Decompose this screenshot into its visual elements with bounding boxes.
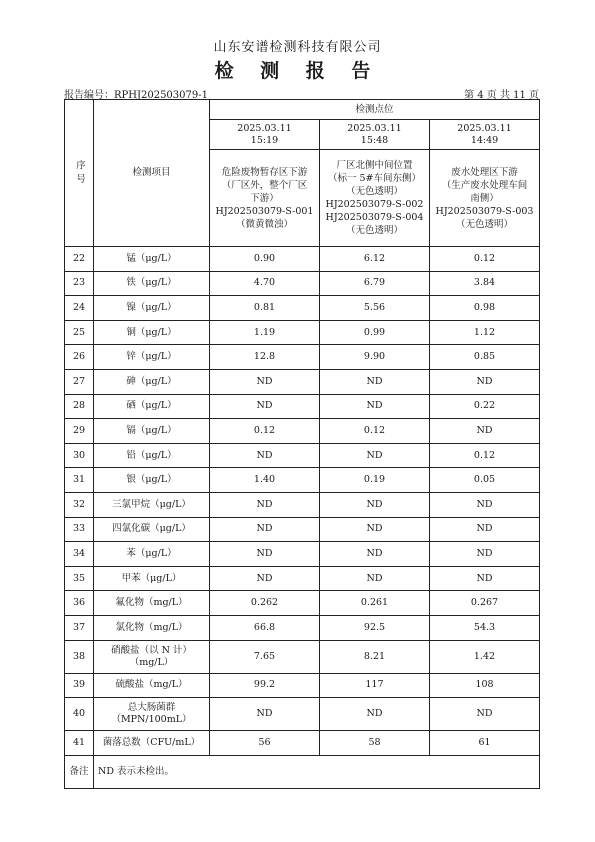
result-value: 8.21	[320, 640, 430, 673]
table-row	[65, 517, 540, 542]
location-line: HJ202503079-S-002	[325, 199, 424, 210]
sampling-time: 15:48	[360, 134, 389, 146]
results-table	[64, 99, 540, 789]
location-line: （生产废水处理车间	[441, 179, 528, 191]
result-value: 0.22	[430, 394, 540, 419]
result-value: 0.12	[210, 419, 320, 444]
result-value: 56	[210, 731, 320, 756]
item-name	[94, 369, 210, 394]
item-name	[94, 296, 210, 321]
result-value: ND	[210, 517, 320, 542]
remark-label: 备注	[65, 755, 94, 788]
table-row	[65, 640, 540, 673]
row-number: 28	[65, 394, 94, 419]
item-name-line: 硒（μg/L）	[126, 400, 177, 412]
item-name	[94, 517, 210, 542]
row-number: 25	[65, 320, 94, 345]
table-row	[65, 566, 540, 591]
result-value: 0.85	[430, 345, 540, 370]
sampling-time-cell	[320, 120, 430, 150]
item-name-line: 菌落总数（CFU/mL）	[102, 736, 201, 748]
item-name-line: （mg/L）	[129, 656, 174, 668]
table-row	[65, 443, 540, 468]
result-value: 92.5	[320, 615, 430, 640]
row-number: 23	[65, 271, 94, 296]
table-row	[65, 320, 540, 345]
table-row	[65, 673, 540, 698]
row-number: 22	[65, 247, 94, 272]
table-row	[65, 468, 540, 493]
result-value: 1.19	[210, 320, 320, 345]
result-value: ND	[430, 369, 540, 394]
item-name	[94, 673, 210, 698]
row-number: 36	[65, 591, 94, 616]
table-row	[65, 247, 540, 272]
location-line: 废水处理区下游	[451, 166, 518, 178]
result-value: 9.90	[320, 345, 430, 370]
item-name-line: 镉（μg/L）	[126, 424, 177, 436]
result-value: 0.19	[320, 468, 430, 493]
row-number: 37	[65, 615, 94, 640]
item-name-line: 甲苯（μg/L）	[121, 572, 182, 584]
table-row	[65, 419, 540, 444]
result-value: 1.12	[430, 320, 540, 345]
result-value: 0.261	[320, 591, 430, 616]
result-value: 0.90	[210, 247, 320, 272]
location-line: HJ202503079-S-001	[215, 205, 314, 217]
row-number: 24	[65, 296, 94, 321]
location-line: HJ202503079-S-003	[435, 205, 534, 217]
result-value: 54.3	[430, 615, 540, 640]
sampling-location-cell	[320, 150, 430, 247]
item-name-line: （MPN/100mL）	[111, 714, 192, 726]
table-row	[65, 345, 540, 370]
result-value: ND	[320, 394, 430, 419]
result-value: ND	[320, 443, 430, 468]
row-number: 27	[65, 369, 94, 394]
table-row	[65, 394, 540, 419]
result-value: 61	[430, 731, 540, 756]
item-name	[94, 542, 210, 567]
result-value: 7.65	[210, 640, 320, 673]
result-value: ND	[210, 369, 320, 394]
result-value: ND	[210, 492, 320, 517]
table-row	[65, 542, 540, 567]
result-value: 4.70	[210, 271, 320, 296]
location-line: 厂区北侧中间位置	[336, 160, 413, 171]
location-line: （无色透明）	[345, 225, 403, 236]
location-line: （标一 5#车间东侧）	[327, 173, 422, 184]
row-number: 35	[65, 566, 94, 591]
result-value: 0.267	[430, 591, 540, 616]
table-row	[65, 296, 540, 321]
item-name	[94, 419, 210, 444]
item-name	[94, 271, 210, 296]
item-name-line: 总大肠菌群	[127, 702, 176, 714]
item-name-line: 锌（μg/L）	[126, 351, 177, 363]
result-value: 99.2	[210, 673, 320, 698]
result-value: 0.99	[320, 320, 430, 345]
result-value: 6.12	[320, 247, 430, 272]
item-name	[94, 247, 210, 272]
result-value: ND	[210, 443, 320, 468]
item-name-line: 镍（μg/L）	[126, 301, 177, 313]
result-value: 108	[430, 673, 540, 698]
result-value: ND	[320, 517, 430, 542]
item-name	[94, 566, 210, 591]
item-name	[94, 640, 210, 673]
result-value: 0.12	[430, 247, 540, 272]
result-value: ND	[430, 698, 540, 731]
location-line: 危险废物暂存区下游	[221, 166, 308, 178]
result-value: 0.12	[430, 443, 540, 468]
table-row	[65, 271, 540, 296]
result-value: ND	[320, 369, 430, 394]
row-number: 33	[65, 517, 94, 542]
item-name	[94, 394, 210, 419]
sampling-location-cell	[210, 150, 320, 247]
item-name-line: 铁（μg/L）	[126, 277, 177, 289]
report-title: 检 测 报 告	[214, 60, 381, 82]
item-name	[94, 492, 210, 517]
result-value: ND	[430, 492, 540, 517]
result-value: 1.40	[210, 468, 320, 493]
sampling-time: 15:19	[250, 134, 279, 146]
item-name	[94, 731, 210, 756]
result-value: 0.98	[430, 296, 540, 321]
location-line: HJ202503079-S-004	[325, 212, 424, 223]
item-name	[94, 345, 210, 370]
sampling-location-cell	[430, 150, 540, 247]
table-row	[65, 492, 540, 517]
item-name	[94, 591, 210, 616]
item-name-line: 三氯甲烷（μg/L）	[112, 498, 191, 510]
result-value: 6.79	[320, 271, 430, 296]
row-number: 26	[65, 345, 94, 370]
result-value: 3.84	[430, 271, 540, 296]
sampling-date: 2025.03.11	[237, 122, 292, 134]
result-value: 66.8	[210, 615, 320, 640]
location-line: （微黄微浊）	[235, 218, 293, 230]
table-row	[65, 369, 540, 394]
result-value: ND	[430, 566, 540, 591]
table-row	[65, 731, 540, 756]
sampling-date: 2025.03.11	[457, 122, 512, 134]
row-number: 30	[65, 443, 94, 468]
result-value: 5.56	[320, 296, 430, 321]
item-name-line: 四氯化碳（μg/L）	[112, 523, 191, 535]
location-line: （无色透明）	[456, 218, 514, 230]
result-value: ND	[430, 517, 540, 542]
remark-text: ND 表示未检出。	[94, 755, 540, 788]
result-value: 1.42	[430, 640, 540, 673]
result-value: ND	[210, 542, 320, 567]
item-name-line: 硫酸盐（mg/L）	[115, 679, 188, 691]
row-number: 34	[65, 542, 94, 567]
result-value: ND	[430, 419, 540, 444]
result-value: ND	[210, 394, 320, 419]
item-name-line: 苯（μg/L）	[126, 547, 177, 559]
table-row	[65, 591, 540, 616]
page-info: 第 4 页 共 11 页	[464, 90, 539, 101]
item-name-line: 砷（μg/L）	[126, 375, 177, 387]
item-name	[94, 443, 210, 468]
result-value: ND	[320, 542, 430, 567]
item-name-line: 氯化物（mg/L）	[115, 621, 188, 633]
result-value: ND	[320, 492, 430, 517]
sampling-time-cell	[430, 120, 540, 150]
company-name: 山东安谱检测科技有限公司	[213, 40, 382, 55]
item-name	[94, 615, 210, 640]
item-name-line: 氟化物（mg/L）	[115, 597, 188, 609]
row-number: 41	[65, 731, 94, 756]
item-name-line: 银（μg/L）	[126, 474, 177, 486]
seq-header: 序号	[65, 100, 94, 247]
item-name-line: 锰（μg/L）	[126, 252, 177, 264]
sampling-time-cell	[210, 120, 320, 150]
result-value: 117	[320, 673, 430, 698]
result-value: 12.8	[210, 345, 320, 370]
result-value: ND	[320, 698, 430, 731]
sampling-time: 14:49	[470, 134, 499, 146]
location-line: （厂区外，整个厂区	[221, 179, 308, 191]
location-line: 南侧）	[470, 192, 499, 204]
report-number: 报告编号：RPHJ202503079-1	[64, 90, 208, 101]
item-name-line: 铜（μg/L）	[126, 326, 177, 338]
result-value: 0.05	[430, 468, 540, 493]
table-row	[65, 698, 540, 731]
points-header: 检测点位	[210, 100, 540, 120]
item-name-line: 铅（μg/L）	[126, 449, 177, 461]
table-row	[65, 615, 540, 640]
item-name-line: 硝酸盐（以 N 计）	[111, 644, 192, 656]
result-value: 0.262	[210, 591, 320, 616]
location-line: 下游）	[250, 192, 279, 204]
item-name	[94, 468, 210, 493]
results-body	[65, 247, 540, 789]
location-line: （无色透明）	[345, 186, 403, 197]
result-value: ND	[430, 542, 540, 567]
sampling-date: 2025.03.11	[347, 122, 402, 134]
result-value: 0.12	[320, 419, 430, 444]
row-number: 40	[65, 698, 94, 731]
result-value: 58	[320, 731, 430, 756]
row-number: 32	[65, 492, 94, 517]
row-number: 29	[65, 419, 94, 444]
result-value: ND	[320, 566, 430, 591]
result-value: ND	[210, 566, 320, 591]
row-number: 39	[65, 673, 94, 698]
item-name	[94, 320, 210, 345]
row-number: 31	[65, 468, 94, 493]
row-number: 38	[65, 640, 94, 673]
remark-row	[65, 755, 540, 788]
result-value: ND	[210, 698, 320, 731]
item-header: 检测项目	[94, 100, 210, 247]
item-name	[94, 698, 210, 731]
result-value: 0.81	[210, 296, 320, 321]
